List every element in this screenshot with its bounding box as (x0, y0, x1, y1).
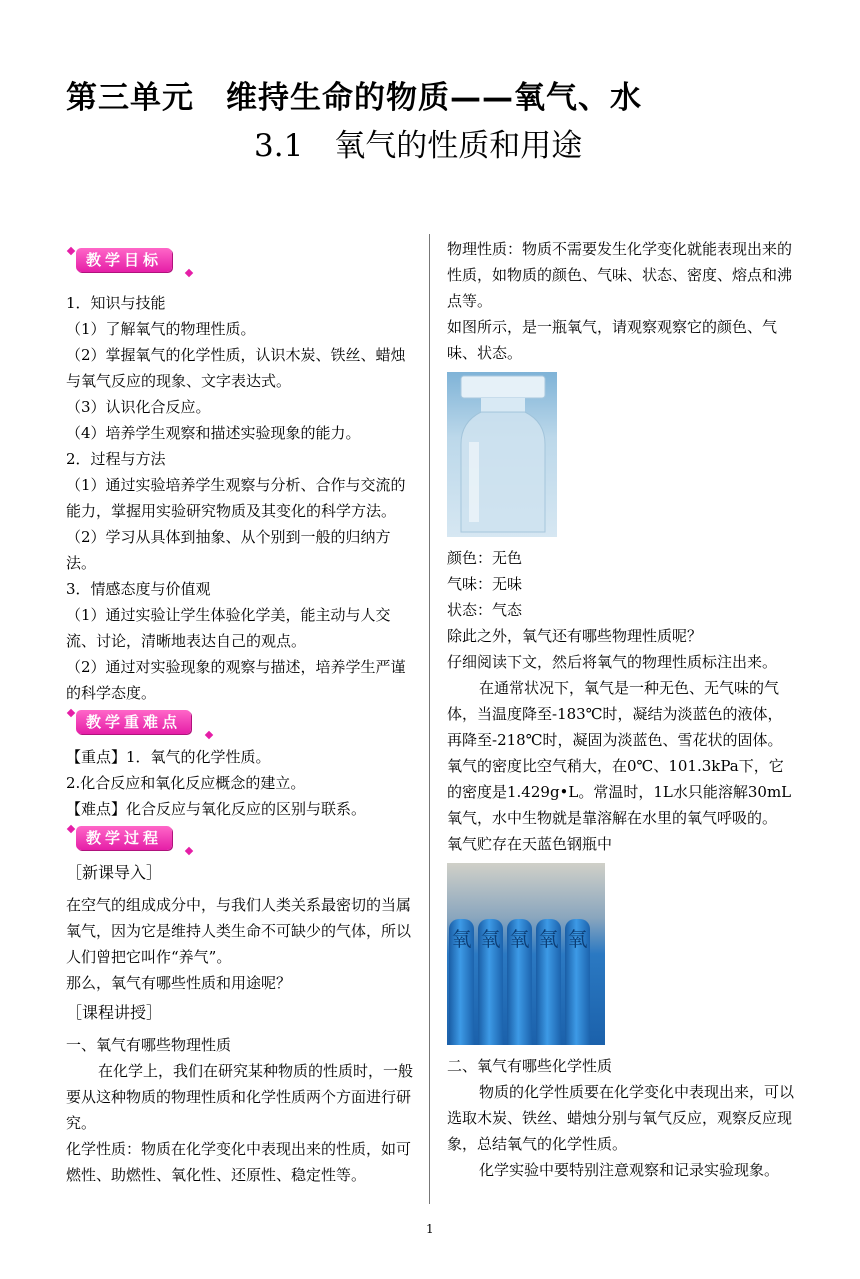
diamond-icon (67, 709, 75, 717)
obj-line: 1．知识与技能 (66, 294, 166, 312)
diamond-icon (205, 731, 213, 739)
diamond-icon (185, 269, 193, 277)
cylinder: 氧 (565, 919, 590, 1045)
diamond-icon (67, 247, 75, 255)
chemical-note: 化学实验中要特别注意观察和记录实验现象。 (479, 1161, 780, 1179)
read-instruction: 仔细阅读下文，然后将氧气的物理性质标注出来。 (447, 653, 778, 671)
oxygen-bottle-image (447, 372, 557, 537)
left-column (66, 244, 416, 1188)
objectives-banner (66, 244, 416, 278)
key-points-badge: 教学重难点 (76, 710, 191, 734)
page-number: 1 (426, 1222, 434, 1236)
process-banner (66, 822, 416, 856)
obj-line: （1）通过实验让学生体验化学美，能主动与人交流、讨论，清晰地表达自己的观点。 (66, 606, 391, 650)
cylinder: 氧 (536, 919, 561, 1045)
chemical-definition: 化学性质：物质在化学变化中表现出来的性质，如可燃性、助燃性、氧化性、还原性、稳定性等。 (66, 1140, 412, 1184)
obj-line: （2）学习从具体到抽象、从个别到一般的归纳方法。 (66, 528, 391, 572)
diamond-icon (67, 825, 75, 833)
obj-line: 3．情感态度与价值观 (66, 580, 211, 598)
cylinder: 氧 (507, 919, 532, 1045)
obj-line: 2．过程与方法 (66, 450, 166, 468)
property-smell: 气味：无味 (447, 575, 523, 593)
key-points-banner (66, 706, 416, 740)
key-line: 2.化合反应和氧化反应概念的建立。 (66, 774, 306, 792)
key-line: 【重点】1．氧气的化学性质。 (66, 748, 271, 766)
obj-line: （4）培养学生观察和描述实验现象的能力。 (66, 424, 361, 442)
obj-line: （2）掌握氧气的化学性质，认识木炭、铁丝、蜡烛与氧气反应的现象、文字表达式。 (66, 346, 406, 390)
physical-definition: 物理性质：物质不需要发生化学变化就能表现出来的性质，如物质的颜色、气味、状态、密度、熔点和沸点等。 (447, 240, 793, 310)
physical-heading: 一、氧气有哪些物理性质 (66, 1036, 232, 1054)
objectives-badge: 教学目标 (76, 248, 172, 272)
unit-title: 第三单元 维持生命的物质——氧气、水 (66, 80, 642, 116)
column-divider (429, 234, 430, 1204)
obj-line: （1）通过实验培养学生观察与分析、合作与交流的能力，掌握用实验研究物质及其变化的科学方法。 (66, 476, 406, 520)
diamond-icon (185, 847, 193, 855)
obj-line: （3）认识化合反应。 (66, 398, 211, 416)
oxygen-cylinders-image (447, 863, 605, 1045)
lesson-title: 3.1 氧气的性质和用途 (254, 128, 583, 164)
observe-instruction: 如图所示，是一瓶氧气，请观察观察它的颜色、气味、状态。 (447, 318, 778, 362)
intro-paragraph: 在空气的组成成分中，与我们人类关系最密切的当属氧气，因为它是维持人类生命不可缺少的气体，所以人们曾把它叫作“养气”。 (66, 896, 412, 966)
obj-line: （1）了解氧气的物理性质。 (66, 320, 256, 338)
oxygen-properties-paragraph: 在通常状况下，氧气是一种无色、无气味的气体，当温度降至-183℃时，凝结为淡蓝色的液体，再降至-218℃时，凝固为淡蓝色、雪花状的固体。氧气的密度比空气稍大，在0℃、101.3kPa下，它的密度是1.429g•L。常温时，1L水只能溶解30mL氧气，水中生物就是靠溶解在水里的氧气呼吸的。 (447, 679, 792, 827)
other-properties-question: 除此之外，氧气还有哪些物理性质呢？ (447, 627, 703, 645)
right-column (447, 236, 797, 1183)
cylinder: 氧 (478, 919, 503, 1045)
intro-question: 那么，氧气有哪些性质和用途呢？ (66, 974, 292, 992)
process-badge: 教学过程 (76, 826, 172, 850)
obj-line: （2）通过对实验现象的观察与描述，培养学生严谨的科学态度。 (66, 658, 406, 702)
section-lecture: ［课程讲授］ (66, 1003, 163, 1022)
property-color: 颜色：无色 (447, 549, 523, 567)
cylinder: 氧 (449, 919, 474, 1045)
storage-caption: 氧气贮存在天蓝色钢瓶中 (447, 835, 613, 853)
physical-intro: 在化学上，我们在研究某种物质的性质时，一般要从这种物质的物理性质和化学性质两个方面进行研究。 (66, 1062, 414, 1132)
chemical-heading: 二、氧气有哪些化学性质 (447, 1057, 613, 1075)
chemical-paragraph: 物质的化学性质要在化学变化中表现出来，可以选取木炭、铁丝、蜡烛分别与氧气反应，观察反应现象，总结氧气的化学性质。 (447, 1083, 795, 1153)
bottle-drawing (447, 372, 557, 537)
section-new-lesson: ［新课导入］ (66, 863, 163, 882)
key-line: 【难点】化合反应与氧化反应的区别与联系。 (66, 800, 367, 818)
property-state: 状态：气态 (447, 601, 523, 619)
